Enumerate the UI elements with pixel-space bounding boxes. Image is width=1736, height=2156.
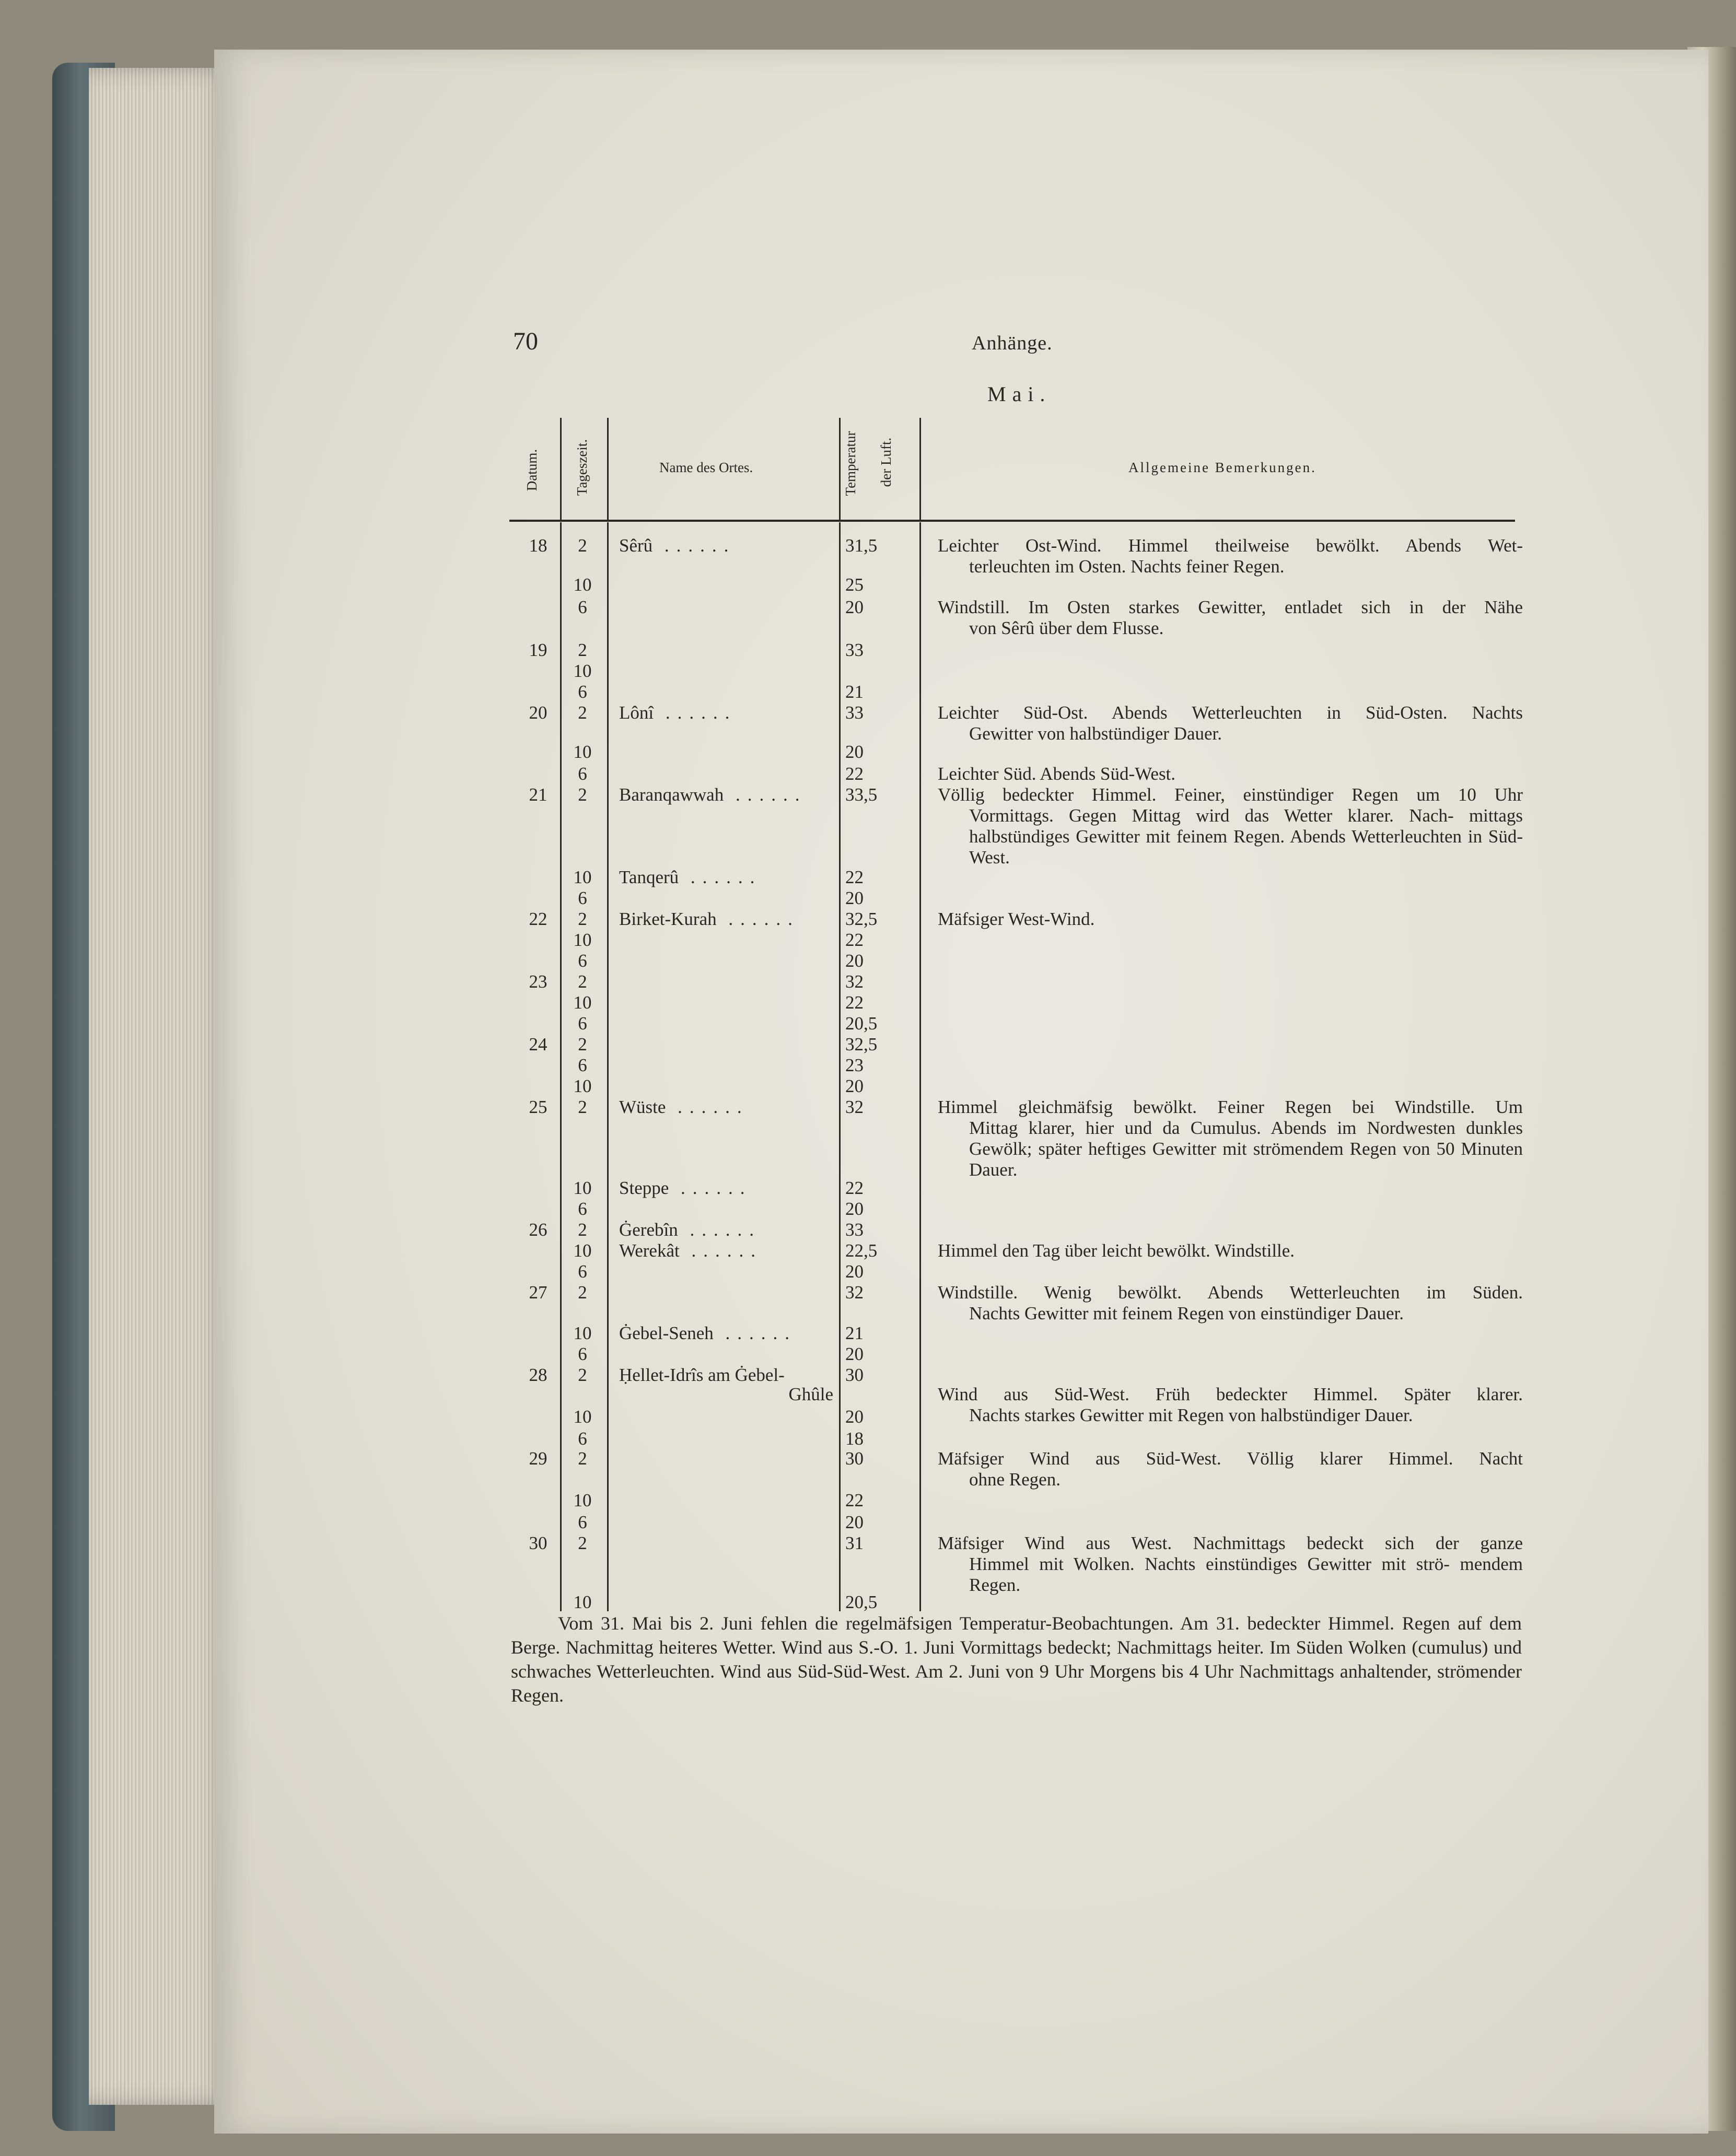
place-name: Baranqawwah <box>619 784 724 805</box>
column-rule <box>607 522 609 1611</box>
time-cell: 10 <box>573 1407 592 1427</box>
place-cell <box>619 1365 833 1386</box>
remark-first-line: Völlig bedeckter Himmel. Feiner, einstündiger Regen um 10 Uhr <box>938 784 1523 805</box>
remark-first-line: Windstille. Wenig bewölkt. Abends Wetterleuchten im Süden. <box>938 1282 1523 1303</box>
time-cell: 10 <box>573 1240 592 1261</box>
column-header-temp-line2: der Luft. <box>878 437 894 487</box>
place-name: Ghûle <box>788 1384 833 1404</box>
temperature-cell: 31,5 <box>845 535 878 556</box>
temperature-cell: 22,5 <box>845 1240 878 1261</box>
date-cell: 22 <box>529 909 547 929</box>
time-cell: 10 <box>573 1323 592 1343</box>
dot-leader: ...... <box>678 1220 761 1240</box>
date-cell: 30 <box>529 1533 547 1553</box>
time-cell: 10 <box>573 867 592 887</box>
remark-cell <box>938 1384 1523 1426</box>
time-cell: 2 <box>578 1282 587 1303</box>
time-cell: 2 <box>578 1220 587 1240</box>
temperature-cell: 32,5 <box>845 909 878 929</box>
time-cell: 6 <box>578 1013 587 1034</box>
column-rule <box>919 522 921 1611</box>
remark-continuation: terleuchten im Osten. Nachts feiner Regen. <box>969 556 1285 577</box>
dot-leader: ...... <box>713 1323 797 1343</box>
time-cell: 10 <box>573 1490 592 1510</box>
temperature-cell: 20 <box>845 888 864 908</box>
remark-continuation: Vormittags. Gegen Mittag wird das Wetter klarer. Nach- mittags halbstündiges Gewitter mit feinem Regen. Abends Wetterleuchten in Süd-West. <box>969 805 1523 868</box>
time-cell: 10 <box>573 930 592 950</box>
column-header-remarks: Allgemeine Bemerkungen. <box>1128 460 1316 475</box>
time-cell: 10 <box>573 992 592 1013</box>
column-rule <box>839 418 841 520</box>
remark-cell <box>938 909 1523 930</box>
temperature-cell: 33 <box>845 640 864 660</box>
date-cell: 19 <box>529 640 547 660</box>
remark-cell <box>938 1448 1523 1490</box>
column-rule <box>919 418 921 520</box>
time-cell: 10 <box>573 1592 592 1612</box>
column-header-temp-line1: Temperatur <box>843 431 858 496</box>
place-name: Wüste <box>619 1097 666 1117</box>
remark-first-line: Leichter Süd-Ost. Abends Wetterleuchten in Süd-Osten. Nachts <box>938 702 1523 723</box>
remark-first-line: Wind aus Süd-West. Früh bedeckter Himmel. Später klarer. <box>938 1384 1523 1404</box>
header-rule <box>509 520 1515 522</box>
place-cell <box>619 1097 833 1118</box>
temperature-cell: 20 <box>845 597 864 617</box>
remark-continuation: Gewitter von halbstündiger Dauer. <box>969 723 1222 744</box>
place-name: Werekât <box>619 1240 680 1261</box>
temperature-cell: 33,5 <box>845 784 878 805</box>
remark-first-line: Mäfsiger Wind aus West. Nachmittags bedeckt sich der ganze <box>938 1533 1523 1553</box>
dot-leader: ...... <box>724 784 807 805</box>
remark-cell <box>938 1282 1523 1324</box>
place-cell <box>619 1384 833 1405</box>
temperature-cell: 20 <box>845 951 864 971</box>
place-name: Ḥellet-Idrîs am Ġebel- <box>619 1365 785 1385</box>
place-cell <box>619 702 833 723</box>
time-cell: 2 <box>578 971 587 992</box>
remark-cell <box>938 702 1523 744</box>
column-rule <box>839 522 841 1611</box>
date-cell: 23 <box>529 971 547 992</box>
time-cell: 2 <box>578 640 587 660</box>
place-cell <box>619 1323 833 1344</box>
remark-continuation: von Sêrû über dem Flusse. <box>969 618 1164 638</box>
time-cell: 6 <box>578 1344 587 1364</box>
remark-continuation: Mittag klarer, hier und da Cumulus. Abends im Nordwesten dunkles Gewölk; später heftiges Gewitter mit strömendem Regen von 50 Minuten Dauer. <box>969 1118 1523 1180</box>
place-name: Steppe <box>619 1178 669 1198</box>
remark-cell <box>938 1097 1523 1180</box>
remark-continuation: Nachts starkes Gewitter mit Regen von halbstündiger Dauer. <box>969 1405 1413 1425</box>
temperature-cell: 22 <box>845 930 864 950</box>
temperature-cell: 22 <box>845 764 864 784</box>
remark-cell <box>938 784 1523 868</box>
dot-leader: ...... <box>716 909 800 929</box>
remark-continuation: Himmel mit Wolken. Nachts einstündiges Gewitter mit strö- mendem Regen. <box>969 1554 1523 1595</box>
column-rule <box>560 418 562 520</box>
remark-cell <box>938 1240 1523 1261</box>
place-cell <box>619 784 833 805</box>
temperature-cell: 22 <box>845 1490 864 1510</box>
place-name: Birket-Kurah <box>619 909 717 929</box>
date-cell: 25 <box>529 1097 547 1117</box>
remark-cell <box>938 535 1523 577</box>
remark-cell <box>938 764 1523 784</box>
temperature-cell: 20 <box>845 1261 864 1282</box>
temperature-cell: 21 <box>845 682 864 702</box>
temperature-cell: 20 <box>845 1407 864 1427</box>
column-header-time: Tageszeit. <box>574 439 590 496</box>
remark-first-line: Leichter Süd. Abends Süd-West. <box>938 764 1176 784</box>
column-header-date: Datum. <box>524 449 540 491</box>
time-cell: 6 <box>578 597 587 617</box>
remark-cell <box>938 597 1523 639</box>
time-cell: 6 <box>578 1428 587 1449</box>
date-cell: 28 <box>529 1365 547 1385</box>
temperature-cell: 25 <box>845 575 864 595</box>
dot-leader: ...... <box>679 1240 763 1261</box>
dot-leader: ...... <box>669 1178 752 1198</box>
time-cell: 2 <box>578 1365 587 1385</box>
column-rule <box>607 418 609 520</box>
page-edges <box>89 68 230 2105</box>
temperature-cell: 20,5 <box>845 1013 878 1034</box>
time-cell: 2 <box>578 1533 587 1553</box>
time-cell: 10 <box>573 1178 592 1198</box>
column-rule <box>560 522 562 1611</box>
dot-leader: ...... <box>679 867 762 887</box>
temperature-cell: 30 <box>845 1365 864 1385</box>
place-cell <box>619 1220 833 1240</box>
time-cell: 6 <box>578 888 587 908</box>
temperature-cell: 22 <box>845 1178 864 1198</box>
time-cell: 10 <box>573 1076 592 1096</box>
dot-leader: ...... <box>654 702 737 723</box>
remark-continuation: ohne Regen. <box>969 1469 1061 1490</box>
date-cell: 29 <box>529 1448 547 1469</box>
place-cell <box>619 1178 833 1199</box>
column-header-place: Name des Ortes. <box>659 460 753 475</box>
temperature-cell: 20,5 <box>845 1592 878 1612</box>
time-cell: 6 <box>578 1261 587 1282</box>
temperature-cell: 18 <box>845 1428 864 1449</box>
time-cell: 6 <box>578 1512 587 1532</box>
time-cell: 6 <box>578 1055 587 1075</box>
temperature-cell: 32 <box>845 1097 864 1117</box>
temperature-cell: 32 <box>845 971 864 992</box>
temperature-cell: 22 <box>845 867 864 887</box>
temperature-cell: 22 <box>845 992 864 1013</box>
book-page <box>214 50 1708 2134</box>
footnote: Vom 31. Mai bis 2. Juni fehlen die regelmäfsigen Temperatur-Beobachtungen. Am 31. bedeckter Himmel. Regen auf dem Berge. Nachmittag heiteres Wetter. Wind aus S.-O. 1. Juni Vormittags bedeckt; Nachmittags heiter. Im Süden Wolken (cumulus) und schwaches Wetterleuchten. Wind aus Süd-Süd-West. Am 2. Juni von 9 Uhr Morgens bis 4 Uhr Nachmittags anhaltender, strömender Regen. <box>511 1613 1522 1706</box>
month-title: Mai. <box>987 382 1052 406</box>
remark-first-line: Leichter Ost-Wind. Himmel theilweise bewölkt. Abends Wet- <box>938 535 1523 556</box>
temperature-cell: 23 <box>845 1055 864 1075</box>
dot-leader: ...... <box>653 535 736 556</box>
place-cell <box>619 535 833 556</box>
time-cell: 2 <box>578 1448 587 1469</box>
time-cell: 6 <box>578 1199 587 1219</box>
date-cell: 18 <box>529 535 547 556</box>
time-cell: 2 <box>578 909 587 929</box>
time-cell: 6 <box>578 951 587 971</box>
temperature-cell: 20 <box>845 1199 864 1219</box>
temperature-cell: 30 <box>845 1448 864 1469</box>
remark-first-line: Mäfsiger West-Wind. <box>938 909 1095 929</box>
place-cell <box>619 867 833 888</box>
place-name: Ġerebîn <box>619 1220 678 1240</box>
temperature-cell: 20 <box>845 1512 864 1532</box>
time-cell: 6 <box>578 682 587 702</box>
temperature-cell: 33 <box>845 702 864 723</box>
time-cell: 2 <box>578 1034 587 1054</box>
temperature-cell: 32 <box>845 1282 864 1303</box>
time-cell: 6 <box>578 764 587 784</box>
place-name: Lônî <box>619 702 654 723</box>
remark-continuation: Nachts Gewitter mit feinem Regen von einstündiger Dauer. <box>969 1303 1404 1323</box>
temperature-cell: 33 <box>845 1220 864 1240</box>
running-head: Anhänge. <box>972 332 1053 354</box>
time-cell: 10 <box>573 661 592 681</box>
date-cell: 21 <box>529 784 547 805</box>
time-cell: 2 <box>578 1097 587 1117</box>
place-name: Tanqerû <box>619 867 679 887</box>
date-cell: 27 <box>529 1282 547 1303</box>
place-name: Ġebel-Seneh <box>619 1323 714 1343</box>
remark-first-line: Mäfsiger Wind aus Süd-West. Völlig klarer Himmel. Nacht <box>938 1448 1523 1469</box>
remark-first-line: Himmel den Tag über leicht bewölkt. Windstille. <box>938 1240 1295 1261</box>
temperature-cell: 32,5 <box>845 1034 878 1054</box>
place-cell <box>619 909 833 930</box>
dot-leader: ...... <box>666 1097 749 1117</box>
date-cell: 20 <box>529 702 547 723</box>
remark-first-line: Windstill. Im Osten starkes Gewitter, entladet sich in der Nähe <box>938 597 1523 617</box>
date-cell: 24 <box>529 1034 547 1054</box>
time-cell: 2 <box>578 535 587 556</box>
time-cell: 10 <box>573 742 592 762</box>
temperature-cell: 31 <box>845 1533 864 1553</box>
temperature-cell: 20 <box>845 1076 864 1096</box>
remark-cell <box>938 1533 1523 1596</box>
remark-first-line: Himmel gleichmäfsig bewölkt. Feiner Regen bei Windstille. Um <box>938 1097 1523 1117</box>
time-cell: 2 <box>578 702 587 723</box>
temperature-cell: 21 <box>845 1323 864 1343</box>
time-cell: 2 <box>578 784 587 805</box>
place-cell <box>619 1240 833 1261</box>
temperature-cell: 20 <box>845 742 864 762</box>
place-name: Sêrû <box>619 535 653 556</box>
page-number: 70 <box>513 327 538 355</box>
time-cell: 10 <box>573 575 592 595</box>
date-cell: 26 <box>529 1220 547 1240</box>
temperature-cell: 20 <box>845 1344 864 1364</box>
